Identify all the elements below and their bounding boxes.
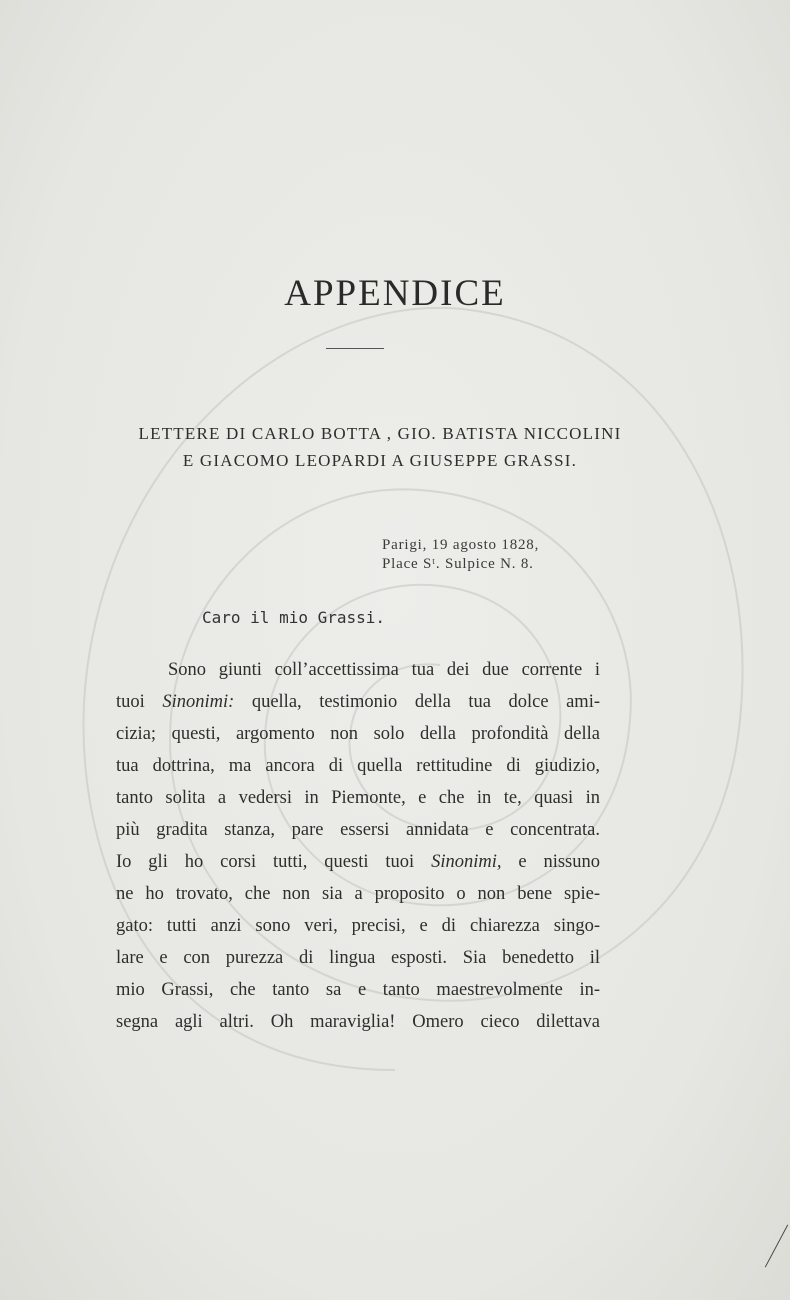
body-line: cizia; questi, argomento non solo della profondità della bbox=[116, 724, 600, 744]
body-line: Sono giunti coll’accettissima tua dei due corrente i bbox=[168, 660, 600, 680]
letter-salutation: Caro il mio Grassi. bbox=[202, 608, 386, 627]
body-line: lare e con purezza di lingua esposti. Sia benedetto il bbox=[116, 948, 600, 968]
body-line: Io gli ho corsi tutti, questi tuoi Sinonimi, e nissuno bbox=[116, 852, 601, 872]
page-title: APPENDICE bbox=[284, 273, 506, 314]
body-line: tua dottrina, ma ancora di quella rettitudine di giudizio, bbox=[116, 756, 600, 776]
title-divider bbox=[326, 348, 384, 349]
subheading-line-2: E GIACOMO LEOPARDI A GIUSEPPE GRASSI. bbox=[182, 451, 578, 470]
dateline-place-date: Parigi, 19 agosto 1828, bbox=[382, 537, 540, 553]
body-line: segna agli altri. Oh maraviglia! Omero cieco dilettava bbox=[116, 1012, 600, 1032]
subheading-line-1: LETTERE DI CARLO BOTTA , GIO. BATISTA NICCOLINI bbox=[138, 424, 622, 443]
edge-mark bbox=[765, 1225, 788, 1268]
body-line: tuoi Sinonimi: quella, testimonio della tua dolce ami- bbox=[116, 692, 600, 712]
body-line: gato: tutti anzi sono veri, precisi, e di chiarezza singo- bbox=[116, 916, 600, 936]
body-line: più gradita stanza, pare essersi annidata e concentrata. bbox=[116, 820, 600, 840]
dateline-address: Place Sᵗ. Sulpice N. 8. bbox=[382, 556, 534, 572]
body-line: tanto solita a vedersi in Piemonte, e che in te, quasi in bbox=[116, 788, 600, 808]
body-line: ne ho trovato, che non sia a proposito o non bene spie- bbox=[116, 884, 600, 904]
body-line: mio Grassi, che tanto sa e tanto maestrevolmente in- bbox=[116, 980, 600, 1000]
